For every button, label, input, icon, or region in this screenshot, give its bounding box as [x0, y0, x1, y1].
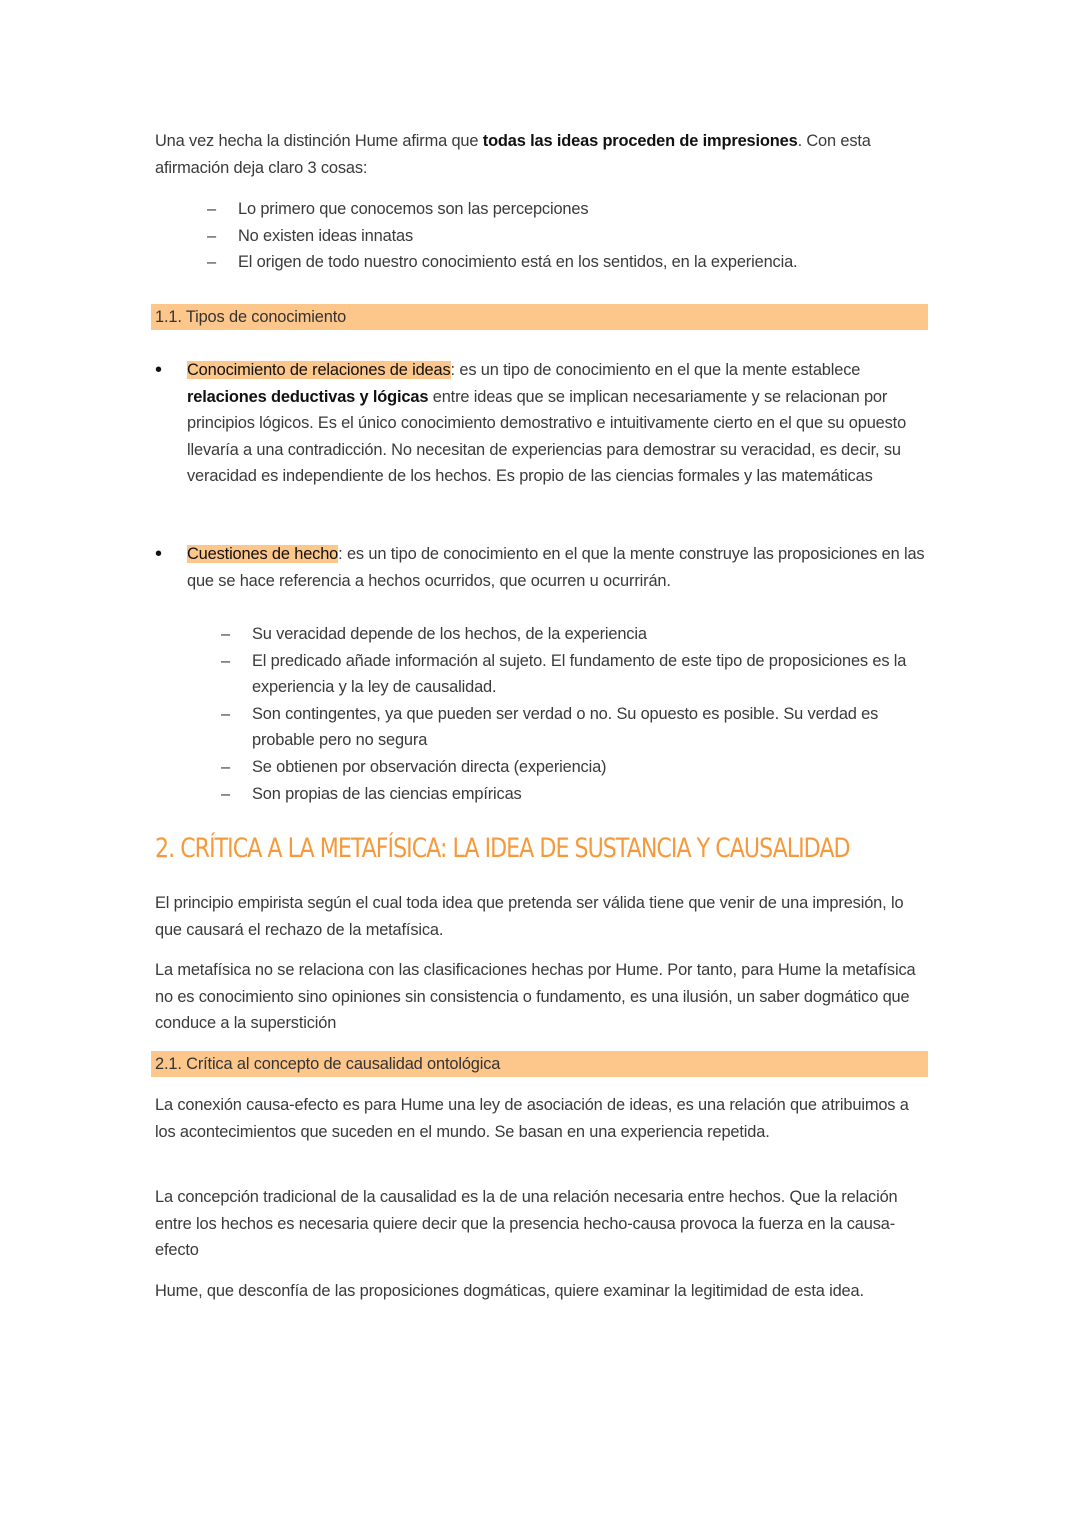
highlighted-term: Conocimiento de relaciones de ideas — [187, 361, 451, 379]
list-text: Lo primero que conocemos son las percepciones — [238, 200, 589, 218]
bullet-relaciones-ideas — [155, 357, 930, 490]
text: : es un tipo de conocimiento en el que la mente construye las proposiciones en las que se hace referencia a hechos ocurridos, que ocurren u ocurrirán. — [187, 545, 925, 590]
list-item — [221, 621, 928, 648]
list-text: Son propias de las ciencias empíricas — [252, 784, 522, 803]
dash-marker: – — [221, 784, 230, 803]
list-text: Son contingentes, ya que pueden ser verdad o no. Su opuesto es posible. Su verdad es probable pero no segura — [252, 704, 879, 750]
list-item — [221, 701, 928, 754]
dash-marker: – — [207, 253, 216, 272]
list-text: Su veracidad depende de los hechos, de la experiencia — [252, 625, 647, 643]
hecho-list — [221, 621, 928, 807]
list-item — [207, 223, 928, 250]
section-heading-2: 2. CRÍTICA A LA METAFÍSICA: LA IDEA DE SUSTANCIA Y CAUSALIDAD — [155, 833, 850, 864]
list-text: No existen ideas innatas — [238, 226, 413, 245]
paragraph: El principio empirista según el cual toda idea que pretenda ser válida tiene que venir de una impresión, lo que causará el rechazo de la metafísica. — [155, 894, 904, 939]
intro-paragraph — [155, 128, 930, 181]
text: entre ideas que se implican necesariamente y se relacionan por principios lógicos. Es el único conocimiento demostrativo e intuitivamente cierto en el que su opuesto llevaría a una contradicción. No necesitan de experiencias para demostrar su veracidad, es decir, su veracidad es independiente de los hechos. Es propio de las ciencias formales y las matemáticas — [187, 387, 907, 486]
dash-marker: – — [207, 200, 216, 218]
text: Una vez hecha la distinción Hume afirma que — [155, 132, 483, 150]
dash-marker: – — [221, 757, 230, 776]
text: : es un tipo de conocimiento en el que la mente establece — [450, 361, 861, 379]
bullet-marker: • — [155, 543, 162, 565]
list-item — [207, 249, 928, 276]
text: . Con esta afirmación deja claro 3 cosas: — [155, 132, 871, 177]
bold-text: relaciones deductivas y lógicas — [187, 387, 429, 406]
bold-text: todas las ideas proceden de impresiones — [482, 132, 798, 150]
intro-list — [207, 196, 928, 276]
dash-marker: – — [221, 704, 230, 723]
list-item — [221, 754, 928, 781]
paragraph: Hume, que desconfía de las proposiciones dogmáticas, quiere examinar la legitimidad de esta idea. — [155, 1282, 864, 1300]
list-text: El predicado añade información al sujeto. El fundamento de este tipo de proposiciones es la experiencia y la ley de causalidad. — [252, 651, 907, 697]
list-item — [207, 196, 928, 223]
dash-marker: – — [221, 625, 230, 643]
bullet-cuestiones-hecho — [155, 541, 930, 594]
paragraph: La conexión causa-efecto es para Hume una ley de asociación de ideas, es una relación que atribuimos a los acontecimientos que suceden en el mundo. Se basan en una experiencia repetida. — [155, 1096, 909, 1141]
list-item — [221, 648, 928, 701]
list-text: Se obtienen por observación directa (experiencia) — [252, 757, 607, 776]
section-heading-1-1: 1.1. Tipos de conocimiento — [151, 304, 928, 330]
paragraph: La concepción tradicional de la causalidad es la de una relación necesaria entre hechos. Que la relación entre los hechos es necesaria quiere decir que la presencia hecho-causa provoca la fuerza en la causa-efecto — [155, 1188, 898, 1260]
list-item — [221, 781, 928, 808]
highlighted-term: Cuestiones de hecho — [187, 545, 339, 563]
section-heading-2-1: 2.1. Crítica al concepto de causalidad ontológica — [151, 1051, 928, 1077]
dash-marker: – — [221, 651, 230, 670]
list-text: El origen de todo nuestro conocimiento está en los sentidos, en la experiencia. — [238, 253, 798, 272]
bullet-marker: • — [155, 359, 162, 381]
paragraph: La metafísica no se relaciona con las clasificaciones hechas por Hume. Por tanto, para Hume la metafísica no es conocimiento sino opiniones sin consistencia o fundamento, es una ilusión, un saber dogmático que conduce a la superstición — [155, 961, 916, 1033]
dash-marker: – — [207, 226, 216, 245]
